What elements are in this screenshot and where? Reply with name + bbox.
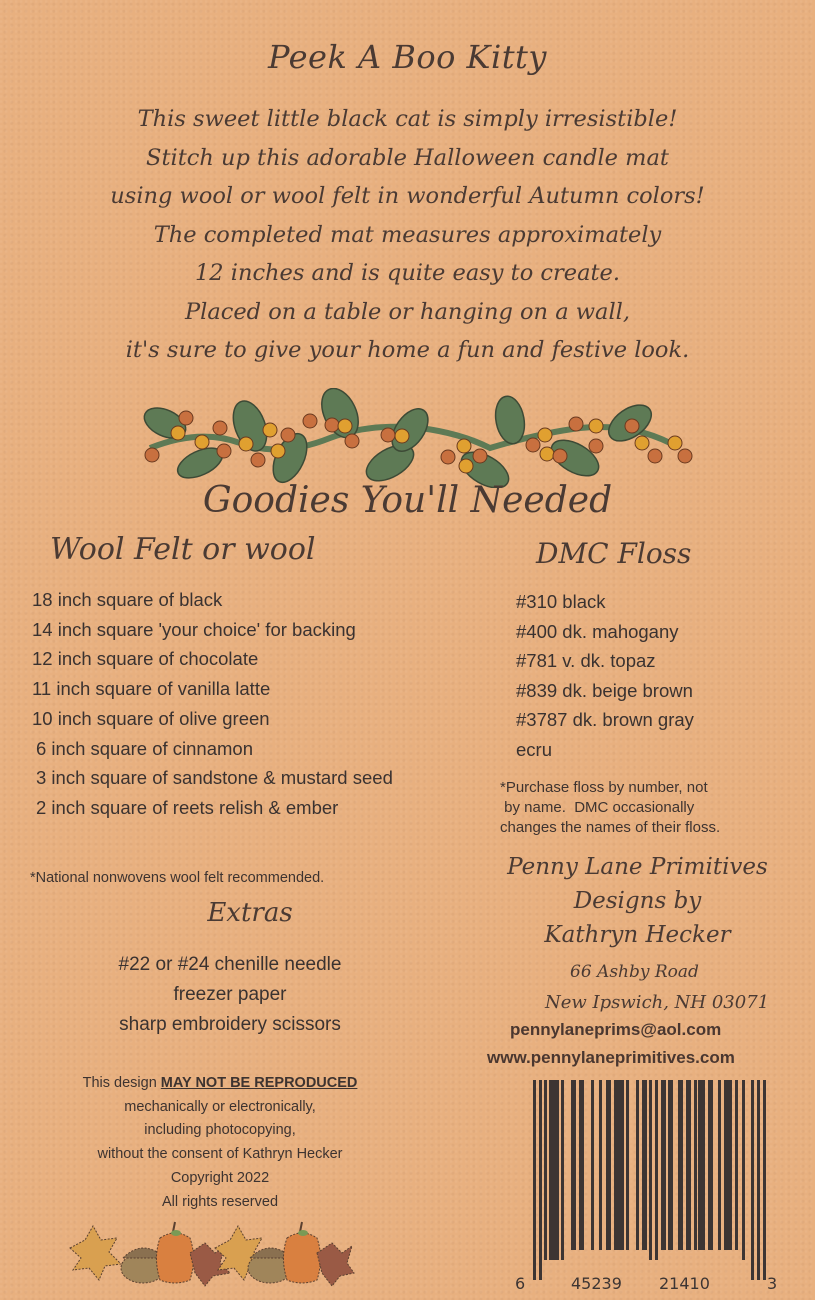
note-line: by name. DMC occasionally: [500, 799, 695, 816]
intro-line: Stitch up this adorable Halloween candle mat: [146, 144, 669, 171]
barcode-digit: 21410: [659, 1274, 710, 1293]
pattern-title: Peek A Boo Kitty: [268, 38, 547, 76]
note-line: *Purchase floss by number, not: [500, 779, 708, 796]
copyright-line: All rights reserved: [161, 1193, 279, 1210]
barcode-digit: 6: [515, 1274, 526, 1293]
address-city: New Ipswich, NH 03071: [545, 992, 770, 1013]
list-item: 14 inch square 'your choice' for backing: [32, 618, 356, 640]
list-item: 2 inch square of reets relish & ember: [36, 796, 339, 818]
list-item: #22 or #24 chenille needle: [118, 954, 342, 975]
list-item: 11 inch square of vanilla latte: [32, 678, 271, 700]
berry-vine-illustration: [140, 388, 700, 488]
list-item: #781 v. dk. topaz: [516, 650, 656, 672]
intro-line: Placed on a table or hanging on a wall,: [185, 298, 630, 325]
designer-name: Kathryn Hecker: [544, 922, 731, 948]
list-item: freezer paper: [173, 984, 287, 1005]
wool-materials-list: [32, 585, 393, 823]
intro-line: The completed mat measures approximately: [153, 221, 662, 248]
no-reproduce-emphasis: MAY NOT BE REPRODUCED: [160, 1075, 358, 1091]
barcode-bars: [511, 1080, 771, 1270]
list-item: #400 dk. mahogany: [516, 620, 679, 642]
designs-by-label: Designs by: [573, 888, 702, 914]
list-item: 12 inch square of chocolate: [32, 648, 259, 670]
extras-list: [30, 950, 430, 1040]
copyright-line: This design MAY NOT BE REPRODUCED: [82, 1075, 358, 1091]
list-item: #839 dk. beige brown: [516, 679, 693, 701]
company-block: [500, 850, 775, 952]
list-item: 3 inch square of sandstone & mustard seed: [36, 767, 393, 789]
website-link[interactable]: www.pennylaneprimitives.com: [487, 1048, 735, 1067]
intro-paragraph: [0, 100, 815, 370]
dmc-floss-heading: DMC Floss: [536, 537, 692, 570]
note-line: changes the names of their floss.: [500, 819, 721, 836]
list-item: 10 inch square of olive green: [32, 707, 270, 729]
list-item: ecru: [516, 738, 552, 760]
list-item: #310 black: [516, 591, 606, 612]
intro-line: using wool or wool felt in wonderful Autumn colors!: [110, 183, 705, 209]
extras-heading: Extras: [207, 898, 293, 928]
address-street: 66 Ashby Road: [570, 962, 699, 982]
intro-line: it's sure to give your home a fun and festive look.: [125, 337, 690, 363]
upc-barcode: [511, 1080, 778, 1293]
copyright-line: without the consent of Kathryn Hecker: [97, 1146, 343, 1163]
floss-purchase-note: [500, 778, 720, 838]
floss-list: [516, 587, 694, 765]
list-item: #3787 dk. brown gray: [516, 709, 694, 731]
list-item: 18 inch square of black: [32, 589, 223, 610]
intro-line: 12 inches and is quite easy to create.: [194, 260, 620, 286]
list-item: sharp embroidery scissors: [119, 1014, 341, 1035]
intro-line: This sweet little black cat is simply irresistible!: [137, 106, 678, 132]
felt-recommendation-note: *National nonwovens wool felt recommended.: [30, 870, 325, 886]
autumn-leaves-pumpkins-illustration: [65, 1218, 355, 1293]
barcode-digit: 45239: [571, 1274, 622, 1293]
copyright-line: Copyright 2022: [170, 1169, 270, 1186]
copyright-line: mechanically or electronically,: [124, 1098, 316, 1115]
email-link[interactable]: pennylaneprims@aol.com: [510, 1020, 722, 1039]
copyright-notice: [20, 1072, 420, 1214]
list-item: 6 inch square of cinnamon: [36, 737, 253, 759]
wool-section-heading: Wool Felt or wool: [50, 532, 316, 567]
copyright-line: including photocopying,: [144, 1122, 296, 1139]
company-name: Penny Lane Primitives: [507, 854, 768, 880]
barcode-digit: 3: [767, 1274, 778, 1293]
goodies-heading: Goodies You'll Needed: [202, 480, 613, 521]
